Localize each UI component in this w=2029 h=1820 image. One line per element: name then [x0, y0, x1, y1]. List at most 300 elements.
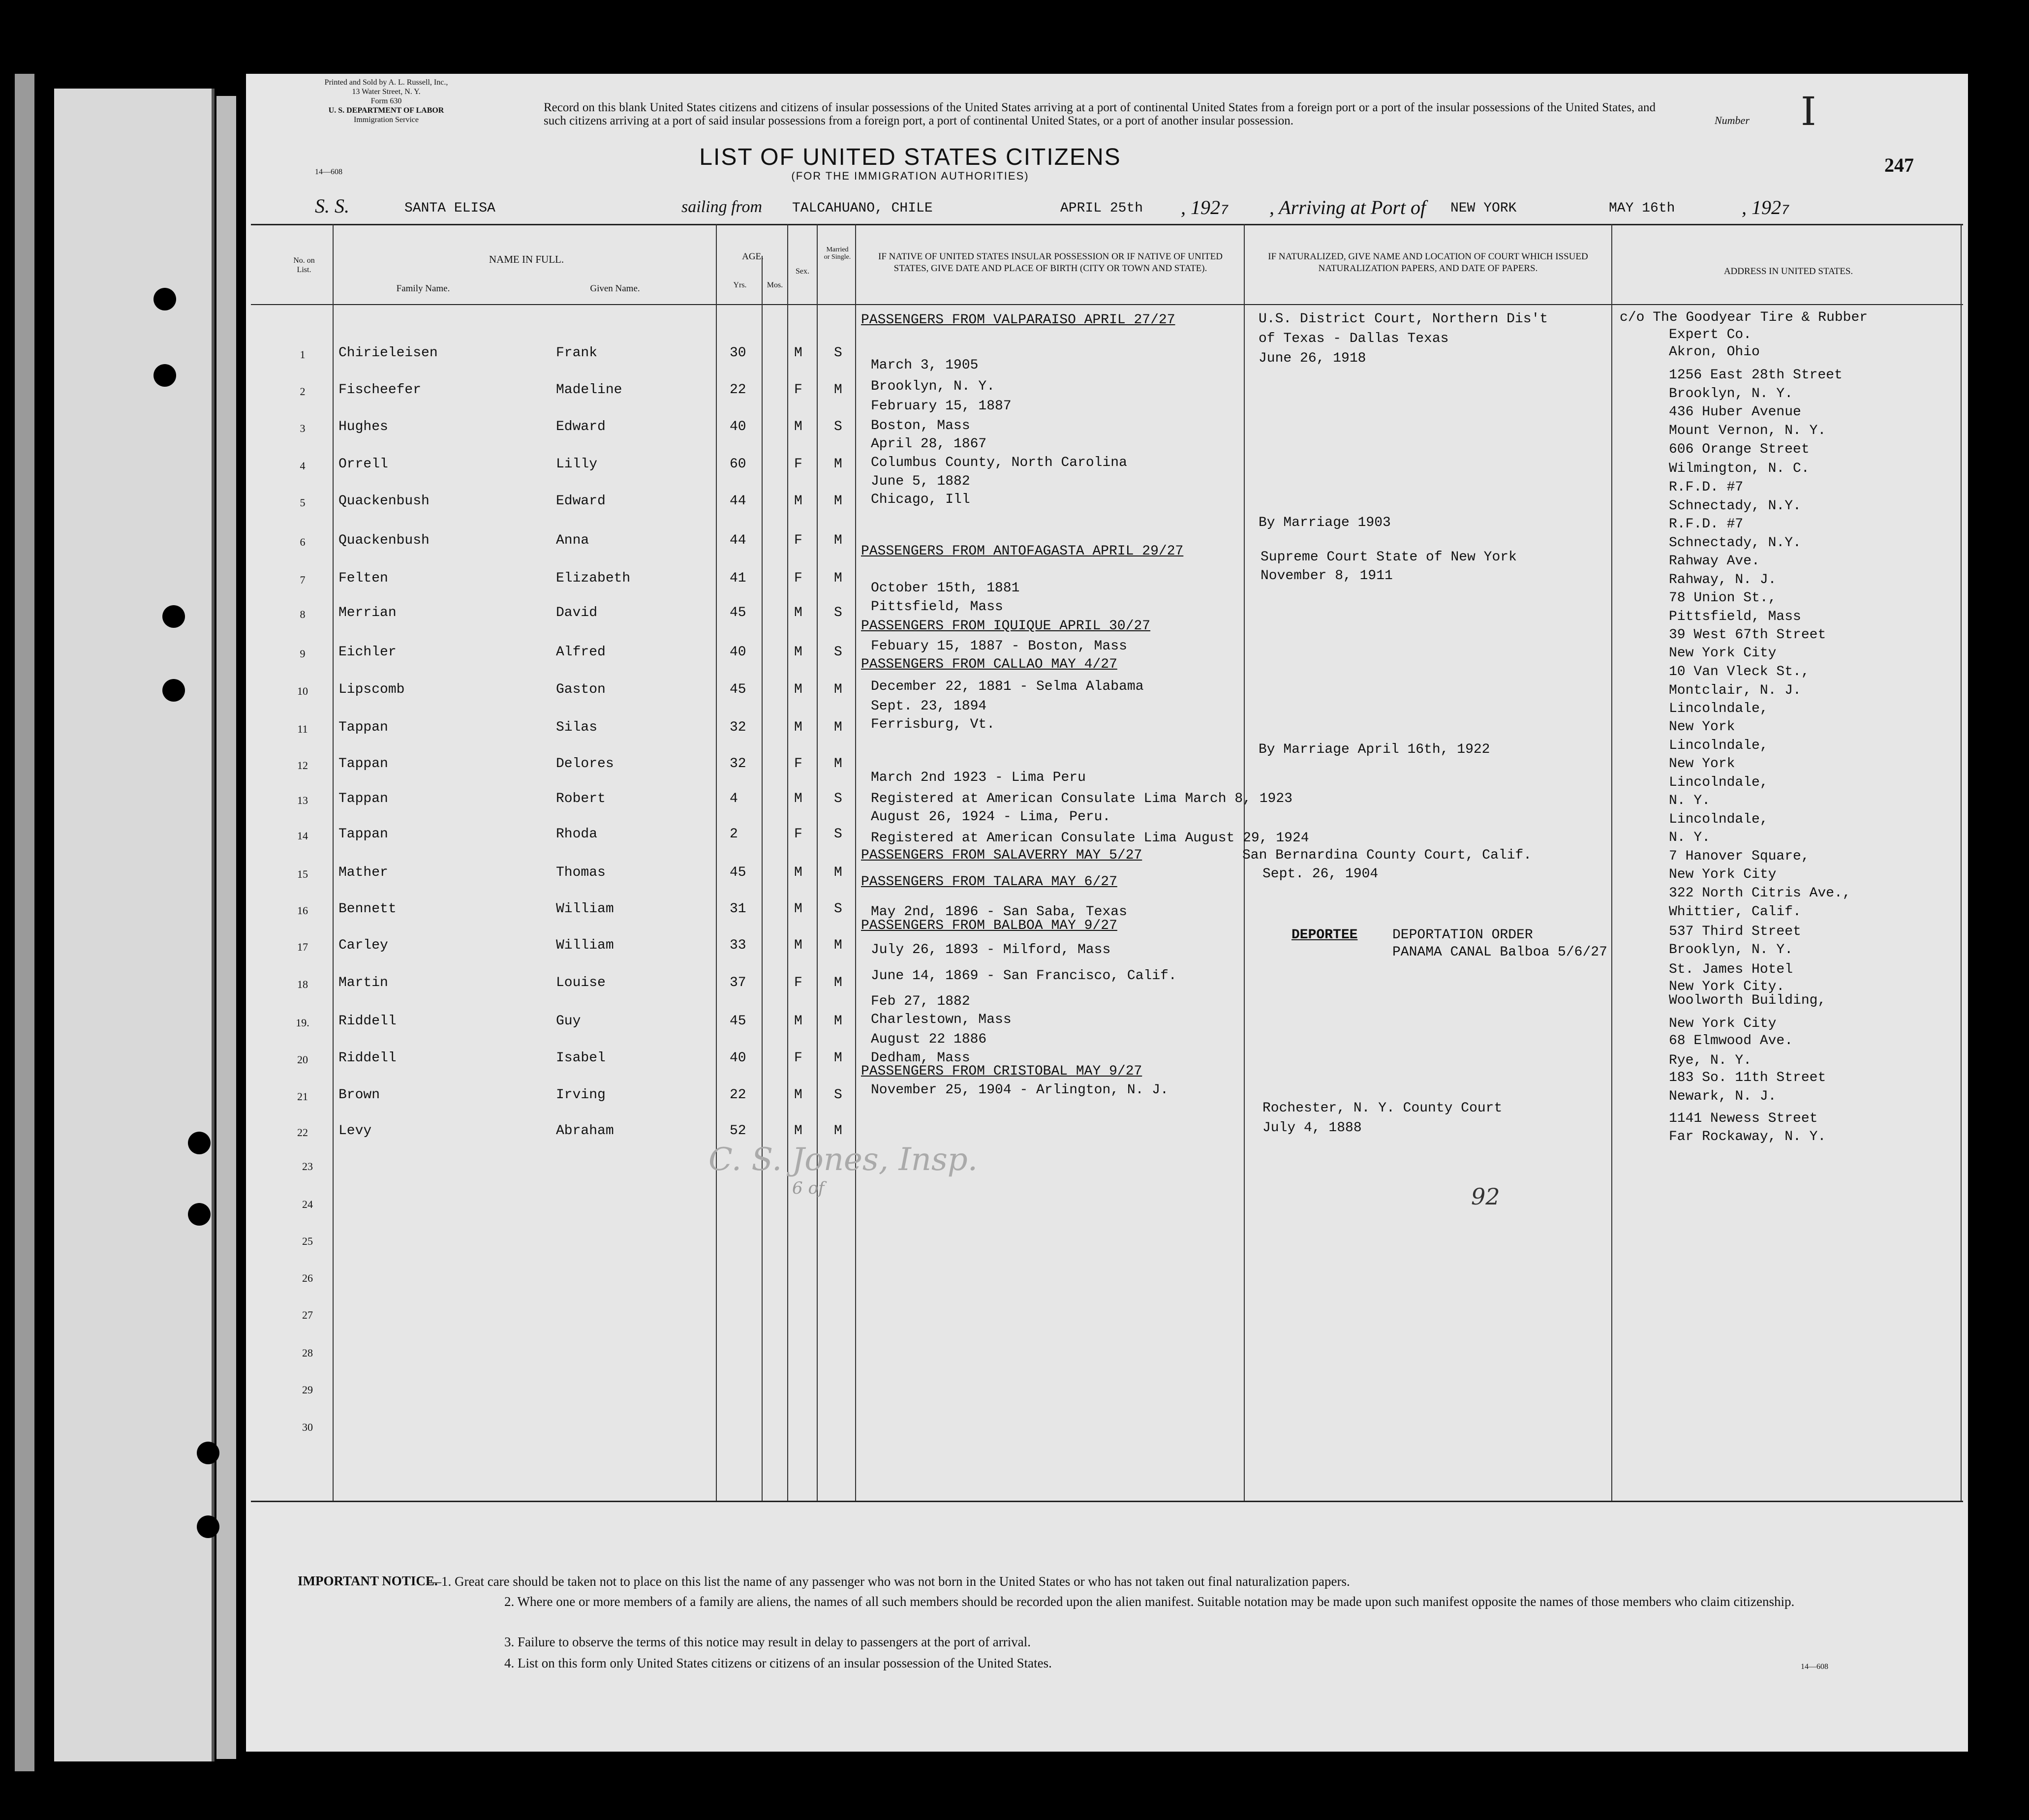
marital-status: M — [834, 720, 842, 735]
binder-edge — [15, 74, 34, 1771]
row-number: 8 — [300, 608, 306, 620]
col-divider — [333, 224, 334, 1501]
port-section-header: PASSENGERS FROM ANTOFAGASTA APRIL 29/27 — [861, 544, 1184, 559]
address-line: N. Y. — [1669, 793, 1711, 808]
arrive-date: MAY 16th — [1609, 201, 1675, 216]
birth-entry: August 22 1886 — [871, 1032, 987, 1047]
address-line: Mount Vernon, N. Y. — [1669, 423, 1826, 438]
age-years: 32 — [730, 756, 746, 771]
row-number: 10 — [297, 685, 308, 697]
marital-status: S — [834, 791, 842, 806]
address-line: 10 Van Vleck St., — [1669, 664, 1810, 679]
age-years: 52 — [730, 1123, 746, 1139]
row-number: 29 — [302, 1384, 313, 1396]
age-years: 37 — [730, 975, 746, 990]
given-name: Irving — [556, 1087, 606, 1103]
given-name: David — [556, 605, 598, 620]
col-divider — [817, 224, 818, 1501]
given-name: William — [556, 938, 614, 953]
given-name: Madeline — [556, 382, 622, 398]
row-number: 16 — [297, 904, 308, 917]
address-line: 322 North Citris Ave., — [1669, 886, 1851, 901]
address-line: Rahway, N. J. — [1669, 572, 1777, 587]
row-number: 3 — [300, 422, 306, 434]
family-name: Chirieleisen — [338, 345, 438, 361]
printer-line: Immigration Service — [354, 116, 419, 124]
family-name: Fischeefer — [338, 382, 422, 398]
family-name: Mather — [338, 865, 388, 880]
naturalization-entry: June 26, 1918 — [1259, 351, 1366, 366]
punch-hole — [197, 1515, 219, 1538]
marital-status: S — [834, 827, 842, 842]
sex: F — [794, 827, 802, 842]
sex: M — [794, 494, 802, 509]
given-name: Alfred — [556, 645, 606, 660]
sex: F — [794, 975, 802, 990]
header-given-name: Given Name. — [590, 283, 640, 294]
given-name: Robert — [556, 791, 606, 806]
given-name: Frank — [556, 345, 598, 361]
birth-entry: Ferrisburg, Vt. — [871, 717, 995, 732]
given-name: Rhoda — [556, 827, 598, 842]
number-value: I — [1801, 89, 1816, 134]
row-number: 28 — [302, 1347, 313, 1359]
age-years: 45 — [730, 605, 746, 620]
punch-hole — [154, 288, 176, 310]
given-name: Guy — [556, 1014, 581, 1029]
family-name: Levy — [338, 1123, 372, 1139]
header-number: No. on List. — [293, 256, 315, 274]
age-years: 30 — [730, 345, 746, 361]
row-number: 27 — [302, 1309, 313, 1321]
given-name: Louise — [556, 975, 606, 990]
printer-line: Printed and Sold by A. L. Russell, Inc., — [324, 78, 448, 87]
header-naturalized: IF NATURALIZED, GIVE NAME AND LOCATION OF COURT WHICH ISSUED NATURALIZATION PAPERS, AND DATE OF PAPERS. — [1268, 251, 1588, 274]
page-title: LIST OF UNITED STATES CITIZENS — [699, 144, 1121, 170]
birth-entry: October 15th, 1881 — [871, 581, 1020, 596]
punch-hole — [188, 1132, 211, 1154]
year-suffix: 7 — [1781, 203, 1789, 218]
marital-status: M — [834, 382, 842, 398]
family-name: Hughes — [338, 419, 388, 434]
sex: M — [794, 682, 802, 697]
age-years: 40 — [730, 645, 746, 660]
birth-entry: Boston, Mass — [871, 418, 970, 433]
marital-status: S — [834, 345, 842, 361]
family-name: Merrian — [338, 605, 397, 620]
sex: F — [794, 533, 802, 548]
row-number: 4 — [300, 460, 306, 472]
port-section-header: PASSENGERS FROM CALLAO MAY 4/27 — [861, 657, 1117, 672]
port-section-header: PASSENGERS FROM BALBOA MAY 9/27 — [861, 918, 1117, 933]
given-name: Anna — [556, 533, 589, 548]
naturalization-entry: Supreme Court State of New York — [1260, 550, 1517, 565]
address-line: c/o The Goodyear Tire & Rubber — [1620, 310, 1868, 325]
birth-entry: Chicago, Ill — [871, 492, 970, 507]
address-line: Akron, Ohio — [1669, 344, 1760, 360]
birth-entry: June 5, 1882 — [871, 474, 970, 489]
row-number: 9 — [300, 648, 306, 660]
form-code: 14—608 — [315, 168, 342, 176]
address-line: Schnectady, N.Y. — [1669, 498, 1801, 514]
col-divider — [716, 224, 717, 1501]
row-number: 7 — [300, 574, 306, 586]
naturalization-entry: San Bernardina County Court, Calif. — [1242, 848, 1532, 863]
marital-status: S — [834, 645, 842, 660]
marital-status: M — [834, 571, 842, 586]
family-name: Brown — [338, 1087, 380, 1103]
address-line: N. Y. — [1669, 830, 1711, 845]
given-name: Delores — [556, 756, 614, 771]
address-line: New York City — [1669, 1016, 1777, 1031]
naturalization-entry: November 8, 1911 — [1260, 568, 1393, 584]
row-number: 6 — [300, 536, 306, 548]
row-number: 11 — [297, 723, 308, 735]
port-section-header: PASSENGERS FROM IQUIQUE APRIL 30/27 — [861, 618, 1151, 634]
age-years: 4 — [730, 791, 738, 806]
age-years: 33 — [730, 938, 746, 953]
family-name: Felten — [338, 571, 388, 586]
signature-note: 6 of — [792, 1178, 825, 1198]
punch-hole — [154, 364, 176, 387]
age-years: 40 — [730, 1050, 746, 1066]
notice-item: 3. Failure to observe the terms of this notice may result in delay to passengers at the port of arrival. — [504, 1635, 1031, 1649]
birth-entry: Febuary 15, 1887 - Boston, Mass — [871, 639, 1127, 654]
address-line: Newark, N. J. — [1669, 1089, 1777, 1104]
given-name: Edward — [556, 419, 606, 434]
marital-status: S — [834, 419, 842, 434]
punch-hole — [162, 605, 185, 628]
age-years: 45 — [730, 682, 746, 697]
naturalization-entry: By Marriage 1903 — [1259, 515, 1391, 530]
header-months: Mos. — [767, 281, 783, 289]
ss-label: S. S. — [315, 195, 349, 217]
row-number: 15 — [297, 868, 308, 880]
sex: F — [794, 382, 802, 398]
birth-entry: March 2nd 1923 - Lima Peru — [871, 770, 1086, 785]
birth-entry: March 3, 1905 — [871, 358, 979, 373]
family-name: Martin — [338, 975, 388, 990]
marital-status: S — [834, 605, 842, 620]
header-married-single: Married or Single. — [824, 246, 851, 261]
naturalization-entry: U.S. District Court, Northern Dis't — [1259, 311, 1548, 327]
punch-hole — [197, 1442, 219, 1464]
naturalization-entry: By Marriage April 16th, 1922 — [1259, 742, 1490, 757]
family-name: Riddell — [338, 1014, 397, 1029]
family-name: Lipscomb — [338, 682, 405, 697]
birth-entry: Brooklyn, N. Y. — [871, 379, 995, 394]
given-name: William — [556, 901, 614, 917]
address-line: Lincolndale, — [1669, 812, 1768, 827]
birth-entry: June 14, 1869 - San Francisco, Calif. — [871, 968, 1177, 984]
given-name: Elizabeth — [556, 571, 631, 586]
row-number: 24 — [302, 1198, 313, 1210]
sex: F — [794, 756, 802, 771]
marital-status: M — [834, 975, 842, 990]
notice-item: 2. Where one or more members of a family are aliens, the names of all such members should be recorded upon the alien manifest. Suitable notation may be made upon such manifest opposite the names of those members who claim citizenship. — [504, 1594, 1795, 1609]
header-name-in-full: NAME IN FULL. — [489, 253, 564, 265]
depart-year — [1181, 196, 1229, 219]
given-name: Silas — [556, 720, 598, 735]
age-years: 44 — [730, 494, 746, 509]
naturalization-entry: Sept. 26, 1904 — [1262, 866, 1379, 882]
sex: M — [794, 720, 802, 735]
page-number: 247 — [1884, 154, 1914, 176]
family-name: Carley — [338, 938, 388, 953]
address-line: St. James Hotel — [1669, 962, 1793, 977]
row-number: 20 — [297, 1053, 308, 1066]
address-line: 1256 East 28th Street — [1669, 368, 1843, 383]
family-name: Bennett — [338, 901, 397, 917]
sex: F — [794, 571, 802, 586]
family-name: Tappan — [338, 827, 388, 842]
sex: M — [794, 419, 802, 434]
naturalization-entry: DEPORTATION ORDER — [1392, 927, 1533, 943]
row-number: 5 — [300, 496, 306, 509]
naturalization-entry: July 4, 1888 — [1262, 1120, 1362, 1136]
sex: M — [794, 1014, 802, 1029]
marital-status: S — [834, 1087, 842, 1103]
address-line: Schnectady, N.Y. — [1669, 535, 1801, 551]
age-years: 22 — [730, 382, 746, 398]
sailing-label: sailing from — [681, 198, 763, 216]
col-divider — [855, 224, 856, 1501]
year-suffix: 7 — [1220, 203, 1229, 218]
margin-number: 92 — [1471, 1183, 1500, 1210]
ship-name: SANTA ELISA — [404, 201, 495, 216]
year-prefix: , 192 — [1742, 196, 1781, 218]
binder-cover — [54, 89, 215, 1761]
marital-status: M — [834, 682, 842, 697]
address-line: New York City — [1669, 867, 1777, 882]
binder-spine — [216, 96, 236, 1759]
family-name: Tappan — [338, 720, 388, 735]
address-line: Brooklyn, N. Y. — [1669, 942, 1793, 957]
address-line: Montclair, N. J. — [1669, 683, 1801, 698]
row-number: 22 — [297, 1126, 308, 1139]
instruction-text: Record on this blank United States citizens and citizens of insular possessions of the United States arriving at a port of continental United States from a foreign port or a port of the insular possessions of the United States, and such citizens arriving at a port of said insular possessions from a foreign port, a port of continental United States, or a port of another insular possession. — [544, 101, 1656, 127]
row-number: 23 — [302, 1160, 313, 1172]
naturalization-entry: PANAMA CANAL Balboa 5/6/27 — [1392, 945, 1607, 960]
given-name: Abraham — [556, 1123, 614, 1139]
page-subtitle: (FOR THE IMMIGRATION AUTHORITIES) — [791, 170, 1029, 182]
address-line: Brooklyn, N. Y. — [1669, 386, 1793, 401]
marital-status: M — [834, 1014, 842, 1029]
punch-hole — [188, 1203, 211, 1226]
birth-entry: Registered at American Consulate Lima March 8, 1923 — [871, 791, 1292, 806]
table-bottom-rule — [251, 1501, 1963, 1502]
address-line: 39 West 67th Street — [1669, 627, 1826, 643]
address-line: New York City — [1669, 646, 1777, 661]
birth-entry: Feb 27, 1882 — [871, 994, 970, 1009]
punch-hole — [162, 679, 185, 702]
marital-status: M — [834, 756, 842, 771]
address-line: 7 Hanover Square, — [1669, 849, 1810, 864]
address-line: Pittsfield, Mass — [1669, 609, 1801, 624]
address-line: New York City. — [1669, 979, 1785, 994]
header-age: AGE. — [742, 251, 764, 262]
age-years: 44 — [730, 533, 746, 548]
birth-entry: November 25, 1904 - Arlington, N. J. — [871, 1082, 1168, 1098]
birth-entry: February 15, 1887 — [871, 399, 1012, 414]
col-divider — [1611, 224, 1612, 1501]
row-number: 2 — [300, 385, 306, 398]
family-name: Riddell — [338, 1050, 397, 1066]
row-number: 17 — [297, 941, 308, 953]
marital-status: M — [834, 533, 842, 548]
address-line: Rye, N. Y. — [1669, 1053, 1752, 1068]
given-name: Gaston — [556, 682, 606, 697]
header-sex: Sex. — [796, 267, 809, 276]
notice-item: —1. Great care should be taken not to place on this list the name of any passenger who was not born in the United States or who has not taken out final naturalization papers. — [428, 1574, 1350, 1589]
family-name: Tappan — [338, 756, 388, 771]
age-years: 2 — [730, 827, 738, 842]
address-line: 78 Union St., — [1669, 590, 1777, 606]
birth-entry: Columbus County, North Carolina — [871, 455, 1127, 470]
family-name: Eichler — [338, 645, 397, 660]
sex: M — [794, 1087, 802, 1103]
printer-info — [283, 78, 490, 124]
family-name: Quackenbush — [338, 533, 430, 548]
row-number: 18 — [297, 978, 308, 990]
address-line: R.F.D. #7 — [1669, 517, 1744, 532]
naturalization-entry: of Texas - Dallas Texas — [1259, 331, 1449, 346]
row-number: 12 — [297, 759, 308, 771]
sex: M — [794, 1123, 802, 1139]
birth-entry: Charlestown, Mass — [871, 1012, 1012, 1027]
header-birth: IF NATIVE OF UNITED STATES INSULAR POSSESSION OR IF NATIVE OF UNITED STATES, GIVE DATE AND PLACE OF BIRTH (CITY OR TOWN AND STATE). — [878, 251, 1223, 274]
marital-status: M — [834, 1050, 842, 1066]
marital-status: M — [834, 457, 842, 472]
deportee-badge: DEPORTEE — [1291, 927, 1358, 943]
family-name: Quackenbush — [338, 494, 430, 509]
row-number: 25 — [302, 1235, 313, 1247]
printer-line: 13 Water Street, N. Y. — [352, 88, 421, 96]
notice-item: 4. List on this form only United States citizens or citizens of an insular possession of the United States. — [504, 1656, 1052, 1670]
sex: F — [794, 457, 802, 472]
marital-status: M — [834, 865, 842, 880]
address-line: 606 Orange Street — [1669, 442, 1810, 457]
address-line: 436 Huber Avenue — [1669, 404, 1801, 420]
family-name: Orrell — [338, 457, 388, 472]
address-line: New York — [1669, 719, 1735, 735]
address-line: R.F.D. #7 — [1669, 480, 1744, 495]
to-port: NEW YORK — [1450, 201, 1517, 216]
year-prefix: , 192 — [1181, 196, 1220, 218]
address-line: 183 So. 11th Street — [1669, 1070, 1826, 1085]
sex: M — [794, 791, 802, 806]
footer-form-code: 14—608 — [1801, 1663, 1828, 1671]
printer-line: U. S. DEPARTMENT OF LABOR — [328, 106, 444, 115]
address-line: Far Rockaway, N. Y. — [1669, 1129, 1826, 1144]
sex: F — [794, 1050, 802, 1066]
birth-entry: Dedham, Mass — [871, 1050, 970, 1066]
age-years: 32 — [730, 720, 746, 735]
row-number: 30 — [302, 1421, 313, 1433]
col-divider — [762, 256, 763, 1501]
sex: M — [794, 865, 802, 880]
table-top-rule — [251, 224, 1963, 225]
age-years: 60 — [730, 457, 746, 472]
family-name: Tappan — [338, 791, 388, 806]
naturalization-entry: Rochester, N. Y. County Court — [1262, 1101, 1503, 1116]
birth-entry: April 28, 1867 — [871, 436, 987, 452]
row-number: 14 — [297, 830, 308, 842]
given-name: Isabel — [556, 1050, 606, 1066]
sex: M — [794, 345, 802, 361]
birth-entry: July 26, 1893 - Milford, Mass — [871, 942, 1111, 957]
inspector-signature: C. S. Jones, Insp. — [708, 1141, 978, 1178]
row-number: 19. — [296, 1017, 309, 1029]
address-line: Rahway Ave. — [1669, 554, 1760, 569]
age-years: 45 — [730, 865, 746, 880]
sex: M — [794, 605, 802, 620]
birth-entry: December 22, 1881 - Selma Alabama — [871, 679, 1144, 694]
address-line: Expert Co. — [1669, 327, 1752, 342]
address-line: Wilmington, N. C. — [1669, 461, 1810, 476]
birth-entry: Pittsfield, Mass — [871, 599, 1003, 615]
marital-status: M — [834, 938, 842, 953]
birth-entry: Sept. 23, 1894 — [871, 699, 987, 714]
col-divider — [787, 224, 788, 1501]
sex: M — [794, 645, 802, 660]
row-number: 26 — [302, 1272, 313, 1284]
birth-entry: May 2nd, 1896 - San Saba, Texas — [871, 904, 1127, 920]
given-name: Thomas — [556, 865, 606, 880]
header-address: ADDRESS IN UNITED STATES. — [1723, 266, 1853, 277]
address-line: Lincolndale, — [1669, 738, 1768, 753]
row-number: 1 — [300, 348, 306, 361]
port-section-header: PASSENGERS FROM TALARA MAY 6/27 — [861, 874, 1117, 890]
age-years: 41 — [730, 571, 746, 586]
age-years: 40 — [730, 419, 746, 434]
port-section-header: PASSENGERS FROM CRISTOBAL MAY 9/27 — [861, 1064, 1142, 1079]
header-years: Yrs. — [733, 281, 747, 289]
address-line: Lincolndale, — [1669, 701, 1768, 716]
header-bottom-rule — [251, 304, 1963, 305]
age-years: 45 — [730, 1014, 746, 1029]
marital-status: M — [834, 494, 842, 509]
address-line: 1141 Newess Street — [1669, 1111, 1818, 1126]
address-line: New York — [1669, 756, 1735, 771]
row-number: 21 — [297, 1090, 308, 1103]
sex: M — [794, 901, 802, 917]
col-divider — [1961, 224, 1962, 1501]
age-years: 31 — [730, 901, 746, 917]
birth-entry: Registered at American Consulate Lima August 29, 1924 — [871, 831, 1309, 846]
printer-line: Form 630 — [370, 97, 402, 105]
birth-entry: August 26, 1924 - Lima, Peru. — [871, 809, 1111, 825]
age-years: 22 — [730, 1087, 746, 1103]
given-name: Lilly — [556, 457, 598, 472]
notice-heading: IMPORTANT NOTICE. — [298, 1573, 438, 1588]
marital-status: S — [834, 901, 842, 917]
port-section-header: PASSENGERS FROM VALPARAISO APRIL 27/27 — [861, 312, 1175, 328]
arriving-label: , Arriving at Port of — [1269, 196, 1426, 218]
depart-date: APRIL 25th — [1060, 201, 1143, 216]
arrive-year — [1742, 196, 1789, 219]
address-line: Lincolndale, — [1669, 775, 1768, 790]
row-number: 13 — [297, 794, 308, 806]
address-line: 537 Third Street — [1669, 924, 1801, 939]
address-line: Whittier, Calif. — [1669, 904, 1801, 920]
port-section-header: PASSENGERS FROM SALAVERRY MAY 5/27 — [861, 848, 1142, 863]
from-port: TALCAHUANO, CHILE — [792, 201, 933, 216]
marital-status: M — [834, 1123, 842, 1139]
header-family-name: Family Name. — [396, 283, 450, 294]
given-name: Edward — [556, 494, 606, 509]
address-line: 68 Elmwood Ave. — [1669, 1033, 1793, 1049]
